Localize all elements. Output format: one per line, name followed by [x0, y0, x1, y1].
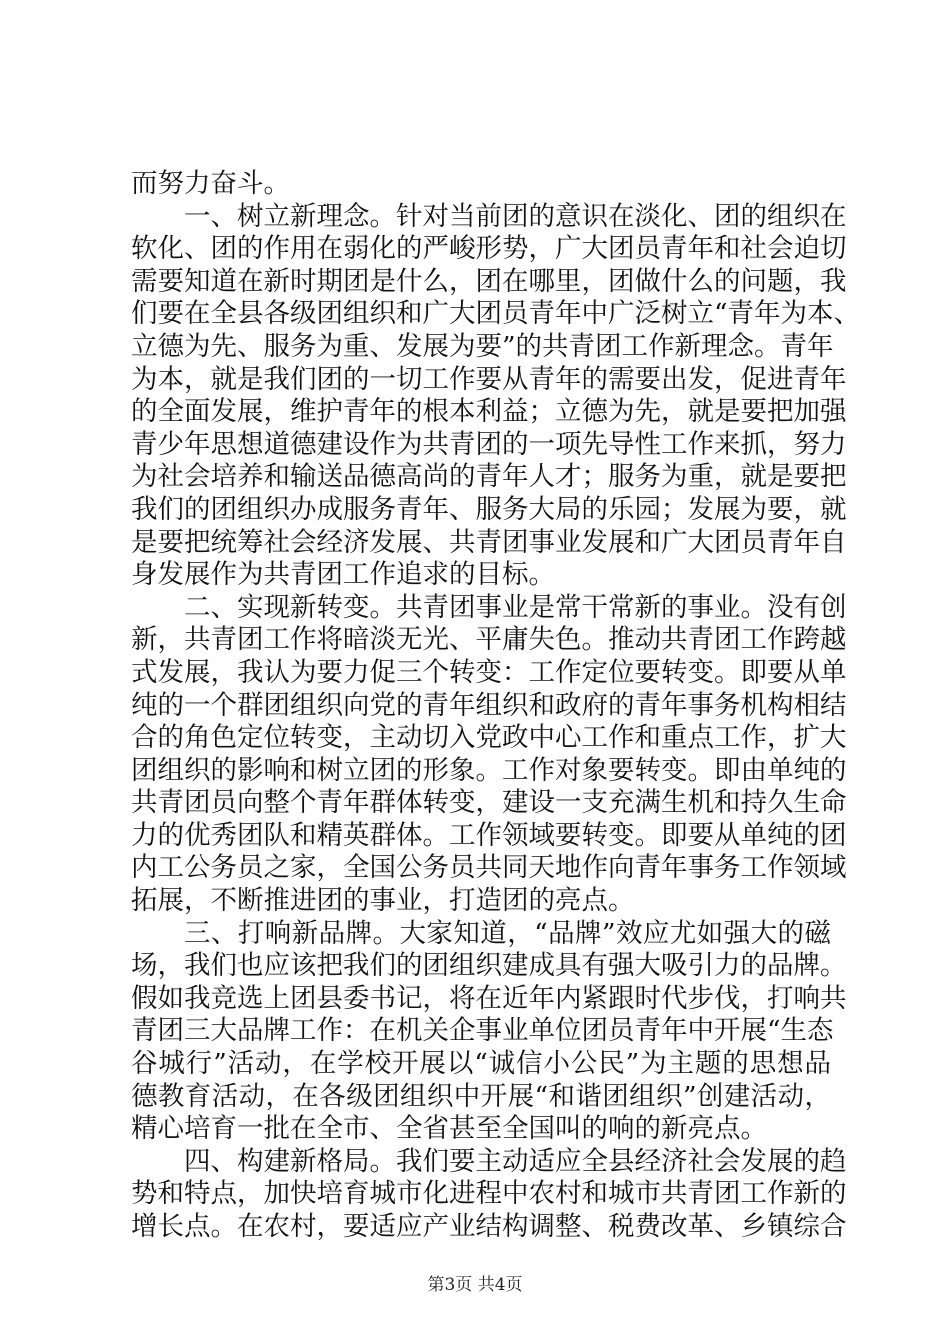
- text-line: 场，我们也应该把我们的团组织建成具有强大吸引力的品牌。: [131, 950, 847, 982]
- text-line: 立德为先、服务为重、发展为要”的共青团工作新理念。青年: [131, 330, 834, 362]
- document-body: [131, 168, 861, 1244]
- text-line: 精心培育一批在全市、全省甚至全国叫的响的新亮点。: [131, 1113, 767, 1145]
- text-line: 式发展，我认为要力促三个转变：工作定位要转变。即要从单: [131, 656, 847, 688]
- text-line: 青团三大品牌工作：在机关企事业单位团员青年中开展“生态: [131, 1015, 834, 1047]
- text-line: 假如我竞选上团县委书记，将在近年内紧跟时代步伐，打响共: [131, 982, 847, 1014]
- text-line: 二、实现新转变。共青团事业是常干常新的事业。没有创: [184, 591, 847, 623]
- text-line: 力的优秀团队和精英群体。工作领域要转变。即要从单纯的团: [131, 819, 847, 851]
- text-line: 一、树立新理念。针对当前团的意识在淡化、团的组织在: [184, 200, 847, 232]
- text-line: 们要在全县各级团组织和广大团员青年中广泛树立“青年为本、: [131, 298, 861, 330]
- text-line: 身发展作为共青团工作追求的目标。: [131, 559, 555, 591]
- text-line: 新，共青团工作将暗淡无光、平庸失色。推动共青团工作跨越: [131, 624, 847, 656]
- text-line: 软化、团的作用在弱化的严峻形势，广大团员青年和社会迫切: [131, 233, 847, 265]
- text-line: 为本，就是我们团的一切工作要从青年的需要出发，促进青年: [131, 363, 847, 395]
- text-line: 拓展，不断推进团的事业，打造团的亮点。: [131, 885, 635, 917]
- text-line: 增长点。在农村，要适应产业结构调整、税费改革、乡镇综合: [131, 1211, 847, 1242]
- page-footer: 第3页 共4页: [427, 1275, 523, 1295]
- text-line: 纯的一个群团组织向党的青年组织和政府的青年事务机构相结: [131, 689, 847, 721]
- text-line: 共青团员向整个青年群体转变，建设一支充满生机和持久生命: [131, 787, 847, 819]
- text-line: 谷城行”活动，在学校开展以“诚信小公民”为主题的思想品: [131, 1048, 831, 1080]
- text-line: 内工公务员之家，全国公务员共同天地作向青年事务工作领域: [131, 852, 847, 884]
- text-line: 需要知道在新时期团是什么，团在哪里，团做什么的问题，我: [131, 265, 847, 297]
- text-line: 势和特点，加快培育城市化进程中农村和城市共青团工作新的: [131, 1178, 847, 1210]
- text-line: 合的角色定位转变，主动切入党政中心工作和重点工作，扩大: [131, 722, 847, 754]
- text-line: 而努力奋斗。: [131, 168, 290, 199]
- text-line: 的全面发展，维护青年的根本利益；立德为先，就是要把加强: [131, 396, 847, 428]
- text-line: 德教育活动，在各级团组织中开展“和谐团组织”创建活动，: [131, 1080, 831, 1112]
- text-line: 三、打响新品牌。大家知道，“品牌”效应尤如强大的磁: [184, 917, 831, 949]
- text-line: 青少年思想道德建设作为共青团的一项先导性工作来抓，努力: [131, 428, 847, 460]
- text-line: 是要把统筹社会经济发展、共青团事业发展和广大团员青年自: [131, 526, 847, 558]
- text-line: 团组织的影响和树立团的形象。工作对象要转变。即由单纯的: [131, 754, 847, 786]
- text-line: 四、构建新格局。我们要主动适应全县经济社会发展的趋: [184, 1145, 847, 1177]
- text-line: 我们的团组织办成服务青年、服务大局的乐园；发展为要，就: [131, 493, 847, 525]
- text-line: 为社会培养和输送品德高尚的青年人才；服务为重，就是要把: [131, 461, 847, 493]
